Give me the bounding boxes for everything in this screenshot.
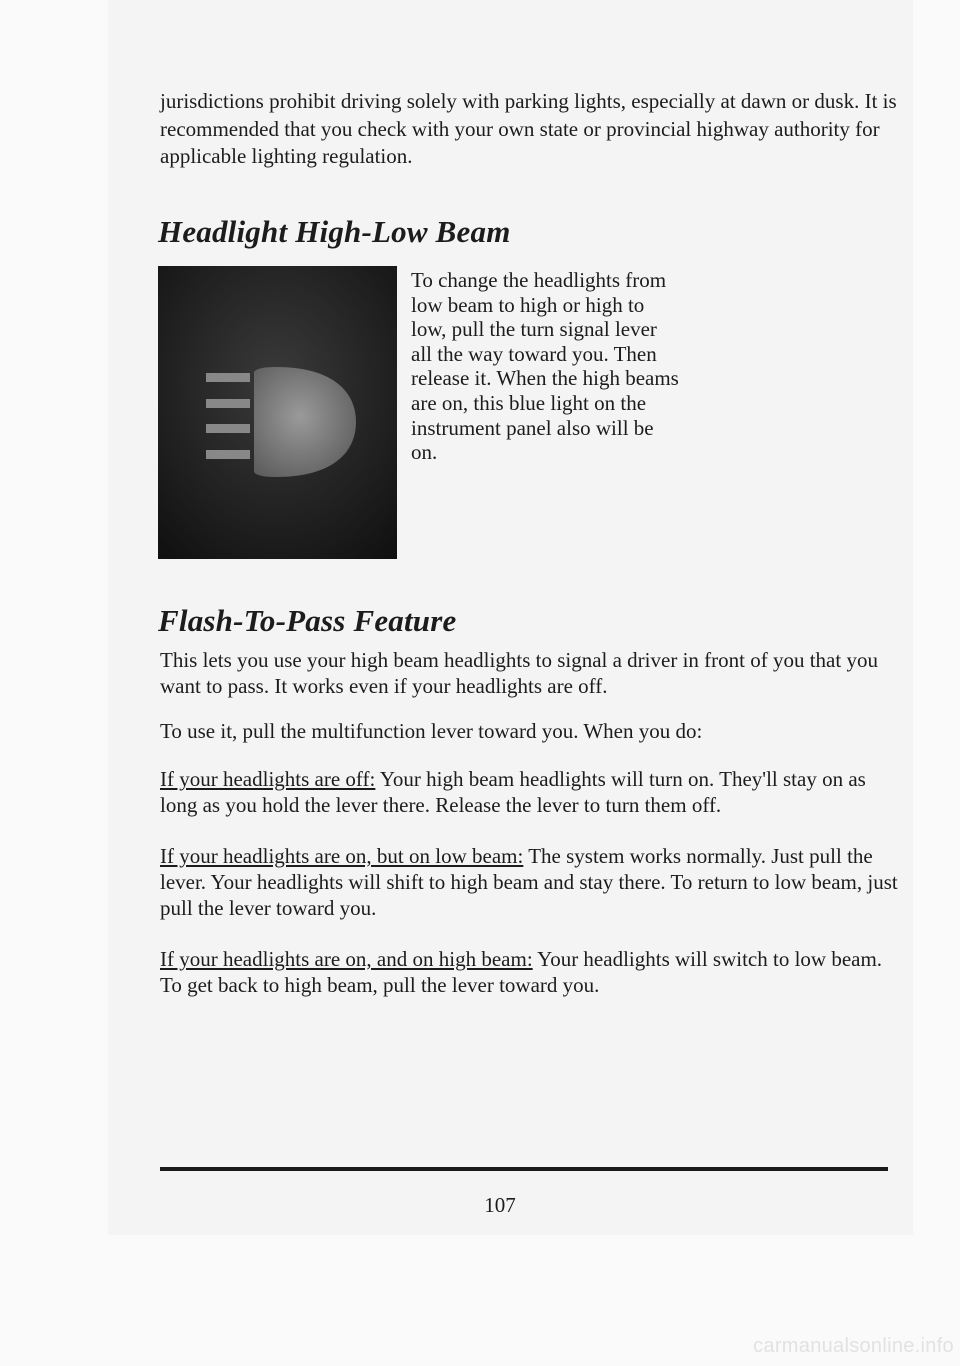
- footer-rule: [160, 1167, 888, 1171]
- watermark: carmanualsonline.info: [753, 1335, 954, 1357]
- case-low-beam: [160, 843, 900, 921]
- intro-paragraph: jurisdictions prohibit driving solely with parking lights, especially at dawn or dusk. It is recommended that you check with your own state or provincial highway authority for applicable lighting regulation.: [160, 89, 897, 168]
- high-low-beam-instructions: To change the headlights from low beam to high or high to low, pull the turn signal lever all the way toward you. Then release it. When the high beams are on, this blue light on the instrument panel also will be on.: [411, 268, 679, 465]
- case-lead-in: If your headlights are on, and on high beam:: [160, 947, 533, 971]
- flash-to-pass-instruction: To use it, pull the multifunction lever toward you. When you do:: [160, 719, 703, 743]
- case-high-beam: [160, 946, 900, 998]
- heading-flash-to-pass: Flash-To-Pass Feature: [158, 603, 457, 638]
- heading-headlight-high-low-beam: Headlight High-Low Beam: [158, 214, 511, 249]
- case-text: Your headlights will switch to low beam. To get back to high beam, pull the lever toward you.: [160, 947, 883, 997]
- case-headlights-off: [160, 766, 900, 818]
- case-text: The system works normally. Just pull the lever. Your headlights will shift to high beam and stay there. To return to low beam, just pull the lever toward you.: [160, 844, 898, 920]
- high-beam-indicator-icon: [158, 266, 397, 559]
- page-number: 107: [484, 1193, 516, 1217]
- case-lead-in: If your headlights are off:: [160, 767, 376, 791]
- case-lead-in: If your headlights are on, but on low beam:: [160, 844, 524, 868]
- case-text: Your high beam headlights will turn on. They'll stay on as long as you hold the lever there. Release the lever to turn them off.: [160, 767, 866, 817]
- flash-to-pass-intro: This lets you use your high beam headlights to signal a driver in front of you that you want to pass. It works even if your headlights are off.: [160, 648, 878, 698]
